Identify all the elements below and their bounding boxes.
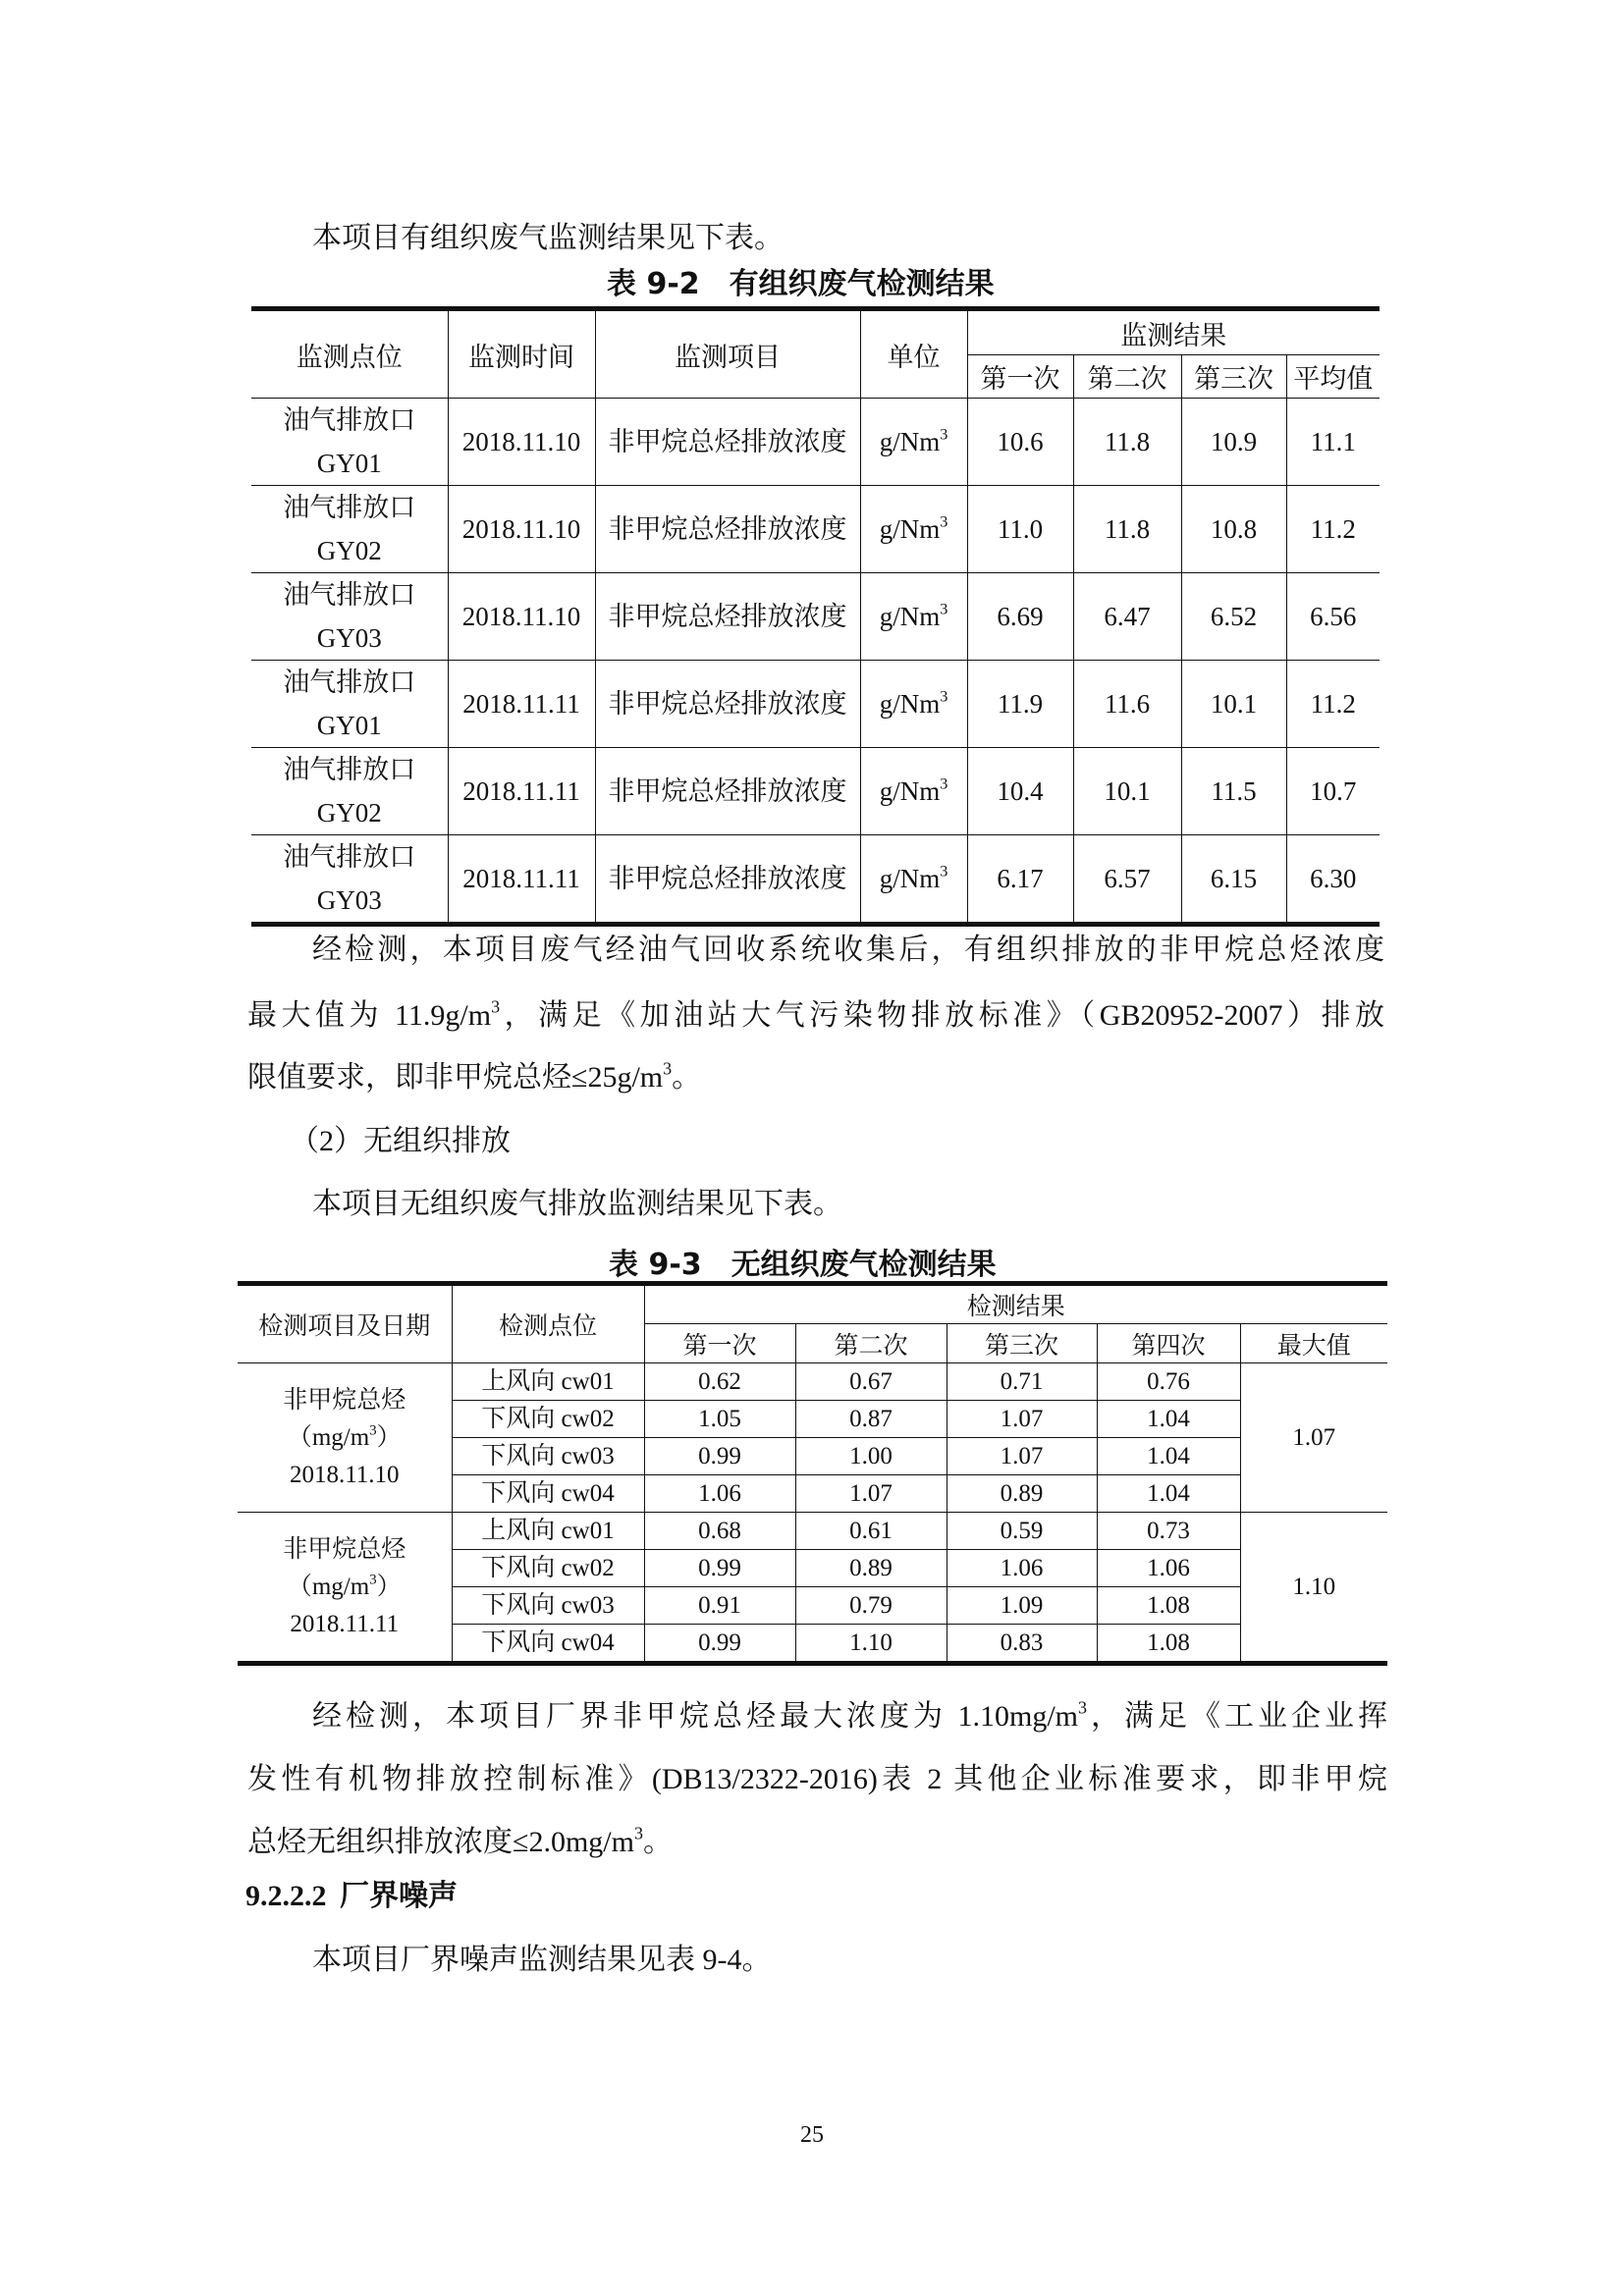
cell-second: 1.07 xyxy=(795,1475,947,1513)
header-fourth: 第四次 xyxy=(1097,1324,1240,1363)
cell-fourth: 1.04 xyxy=(1097,1438,1240,1475)
cell-third: 10.1 xyxy=(1181,661,1286,748)
cell-point: 上风向 cw01 xyxy=(452,1363,644,1401)
page-number: 25 xyxy=(800,2122,824,2148)
point-name: 油气排放口 xyxy=(283,667,416,697)
cell-point: 上风向 cw01 xyxy=(452,1513,644,1550)
cell-average: 6.56 xyxy=(1286,573,1380,661)
unit-text: g/Nm xyxy=(879,864,941,893)
cell-second: 1.00 xyxy=(795,1438,947,1475)
cell-third: 1.06 xyxy=(947,1550,1097,1587)
cell-third: 10.9 xyxy=(1181,399,1286,486)
cell-unit xyxy=(860,399,967,486)
cell-second: 6.47 xyxy=(1073,573,1181,661)
table-row xyxy=(251,748,1380,835)
cell-second: 0.87 xyxy=(795,1401,947,1438)
cell-unit xyxy=(860,486,967,573)
cell-first: 0.62 xyxy=(644,1363,795,1401)
item-date: 2018.11.10 xyxy=(289,1461,400,1488)
table-row xyxy=(251,661,1380,748)
superscript: 3 xyxy=(633,1823,643,1843)
cell-second: 0.67 xyxy=(795,1363,947,1401)
cell-item-date xyxy=(238,1363,452,1513)
unit-superscript: 3 xyxy=(940,862,948,881)
header-second: 第二次 xyxy=(1073,355,1181,399)
unit-text: g/Nm xyxy=(879,689,941,719)
cell-third: 11.5 xyxy=(1181,748,1286,835)
cell-fourth: 1.06 xyxy=(1097,1550,1240,1587)
header-item-date: 检测项目及日期 xyxy=(238,1284,452,1363)
paragraph-2-line-1 xyxy=(312,1697,1387,1736)
superscript: 3 xyxy=(1078,1697,1087,1718)
cell-point xyxy=(251,748,448,835)
section-title: 厂界噪声 xyxy=(340,1879,458,1913)
header-unit: 单位 xyxy=(860,309,967,399)
cell-fourth: 1.08 xyxy=(1097,1587,1240,1625)
unit-open: （mg/m xyxy=(287,1573,370,1600)
table-row xyxy=(251,573,1380,661)
paragraph-2-line-3-b: 。 xyxy=(642,1826,673,1858)
table-row xyxy=(238,1513,1387,1550)
table-9-2-caption: 表 9-2 有组织废气检测结果 xyxy=(607,267,995,301)
superscript: 3 xyxy=(491,996,501,1017)
cell-point xyxy=(251,399,448,486)
paragraph-2-line-2: 发性有机物排放控制标准》(DB13/2322-2016)表 2 其他企业标准要求，即非甲烷 xyxy=(247,1763,1387,1795)
table-9-3-caption: 表 9-3 无组织废气检测结果 xyxy=(609,1248,997,1282)
cell-second: 0.61 xyxy=(795,1513,947,1550)
header-point: 检测点位 xyxy=(452,1284,644,1363)
cell-third: 6.15 xyxy=(1181,835,1286,925)
cell-item: 非甲烷总烃排放浓度 xyxy=(595,399,860,486)
cell-third: 0.59 xyxy=(947,1513,1097,1550)
cell-fourth: 0.76 xyxy=(1097,1363,1240,1401)
cell-third: 0.71 xyxy=(947,1363,1097,1401)
paragraph-1-line-3-b: 。 xyxy=(672,1061,702,1094)
paragraph-2-line-3-a: 总烃无组织排放浓度≤2.0mg/m xyxy=(247,1826,634,1858)
cell-point: 下风向 cw04 xyxy=(452,1625,644,1664)
intro-text-2: 本项目无组织废气排放监测结果见下表。 xyxy=(312,1188,842,1220)
cell-point: 下风向 cw04 xyxy=(452,1475,644,1513)
cell-point xyxy=(251,486,448,573)
point-code: GY01 xyxy=(316,449,382,478)
cell-time: 2018.11.11 xyxy=(448,748,595,835)
cell-first: 0.99 xyxy=(644,1625,795,1664)
cell-max: 1.07 xyxy=(1240,1363,1387,1513)
paragraph-2-line-1-a: 经检测，本项目厂界非甲烷总烃最大浓度为 1.10mg/m xyxy=(312,1700,1078,1733)
paragraph-1-line-1: 经检测，本项目废气经油气回收系统收集后，有组织排放的非甲烷总烃浓度 xyxy=(312,934,1384,966)
paragraph-1-line-3-a: 限值要求，即非甲烷总烃≤25g/m xyxy=(247,1061,664,1094)
cell-time: 2018.11.11 xyxy=(448,835,595,925)
cell-time: 2018.11.10 xyxy=(448,399,595,486)
paragraph-2-line-3 xyxy=(247,1823,673,1862)
item-date: 2018.11.11 xyxy=(290,1610,400,1637)
cell-average: 6.30 xyxy=(1286,835,1380,925)
cell-point: 下风向 cw03 xyxy=(452,1587,644,1625)
table-row xyxy=(251,835,1380,925)
item-unit xyxy=(238,1569,452,1606)
cell-max: 1.10 xyxy=(1240,1513,1387,1664)
cell-time: 2018.11.10 xyxy=(448,573,595,661)
header-third: 第三次 xyxy=(947,1324,1097,1363)
header-first: 第一次 xyxy=(644,1324,795,1363)
cell-point xyxy=(251,835,448,925)
cell-first: 6.69 xyxy=(967,573,1073,661)
cell-first: 1.06 xyxy=(644,1475,795,1513)
cell-fourth: 0.73 xyxy=(1097,1513,1240,1550)
unit-text: g/Nm xyxy=(879,427,941,456)
cell-item: 非甲烷总烃排放浓度 xyxy=(595,573,860,661)
point-code: GY03 xyxy=(316,623,382,653)
cell-first: 0.91 xyxy=(644,1587,795,1625)
point-code: GY03 xyxy=(316,885,382,915)
cell-first: 10.4 xyxy=(967,748,1073,835)
cell-average: 11.1 xyxy=(1286,399,1380,486)
point-code: GY02 xyxy=(316,536,382,565)
cell-second: 11.6 xyxy=(1073,661,1181,748)
header-time: 监测时间 xyxy=(448,309,595,399)
unit-superscript: 3 xyxy=(940,774,948,793)
cell-fourth: 1.04 xyxy=(1097,1475,1240,1513)
point-name: 油气排放口 xyxy=(283,405,416,435)
cell-fourth: 1.04 xyxy=(1097,1401,1240,1438)
paragraph-2-line-1-b: ，满足《工业企业挥 xyxy=(1087,1700,1387,1733)
unit-close: ） xyxy=(376,1423,402,1451)
unit-open: （mg/m xyxy=(287,1423,370,1451)
cell-point: 下风向 cw02 xyxy=(452,1401,644,1438)
header-third: 第三次 xyxy=(1181,355,1286,399)
table-9-2 xyxy=(251,306,1380,927)
subsection-heading: （2）无组织排放 xyxy=(290,1125,511,1157)
unit-superscript: 3 xyxy=(940,512,948,531)
item-name: 非甲烷总烃 xyxy=(283,1386,406,1414)
unit-superscript: 3 xyxy=(940,687,948,706)
cell-item: 非甲烷总烃排放浓度 xyxy=(595,486,860,573)
unit-close: ） xyxy=(376,1573,402,1600)
cell-third: 1.07 xyxy=(947,1401,1097,1438)
point-code: GY02 xyxy=(316,798,382,828)
cell-point xyxy=(251,573,448,661)
table-row xyxy=(251,486,1380,573)
intro-text: 本项目有组织废气监测结果见下表。 xyxy=(312,222,784,254)
cell-item: 非甲烷总烃排放浓度 xyxy=(595,835,860,925)
cell-point: 下风向 cw02 xyxy=(452,1550,644,1587)
header-results: 检测结果 xyxy=(644,1284,1387,1324)
cell-first: 0.68 xyxy=(644,1513,795,1550)
cell-first: 10.6 xyxy=(967,399,1073,486)
header-first: 第一次 xyxy=(967,355,1073,399)
cell-third: 1.09 xyxy=(947,1587,1097,1625)
cell-unit xyxy=(860,748,967,835)
cell-average: 11.2 xyxy=(1286,486,1380,573)
cell-first: 1.05 xyxy=(644,1401,795,1438)
header-item: 监测项目 xyxy=(595,309,860,399)
point-name: 油气排放口 xyxy=(283,842,416,872)
point-code: GY01 xyxy=(316,711,382,740)
section-number: 9.2.2.2 xyxy=(245,1880,327,1912)
cell-item: 非甲烷总烃排放浓度 xyxy=(595,748,860,835)
header-average: 平均值 xyxy=(1286,355,1380,399)
cell-third: 0.89 xyxy=(947,1475,1097,1513)
cell-fourth: 1.08 xyxy=(1097,1625,1240,1664)
paragraph-1-line-2-b: ，满足《加油站大气污染物排放标准》（GB20952-2007）排放 xyxy=(500,999,1384,1032)
table-row xyxy=(251,399,1380,486)
paragraph-1-line-3 xyxy=(247,1058,701,1097)
cell-item: 非甲烷总烃排放浓度 xyxy=(595,661,860,748)
cell-first: 0.99 xyxy=(644,1550,795,1587)
header-results: 监测结果 xyxy=(967,309,1380,355)
cell-second: 1.10 xyxy=(795,1625,947,1664)
unit-superscript: 3 xyxy=(940,600,948,618)
table-row xyxy=(238,1363,1387,1401)
point-name: 油气排放口 xyxy=(283,493,416,522)
cell-unit xyxy=(860,573,967,661)
cell-time: 2018.11.11 xyxy=(448,661,595,748)
cell-first: 11.9 xyxy=(967,661,1073,748)
cell-first: 0.99 xyxy=(644,1438,795,1475)
cell-average: 11.2 xyxy=(1286,661,1380,748)
cell-point xyxy=(251,661,448,748)
header-max: 最大值 xyxy=(1240,1324,1387,1363)
cell-second: 10.1 xyxy=(1073,748,1181,835)
unit-superscript: 3 xyxy=(369,1572,377,1587)
cell-third: 0.83 xyxy=(947,1625,1097,1664)
point-name: 油气排放口 xyxy=(283,580,416,610)
superscript: 3 xyxy=(663,1058,673,1079)
cell-first: 11.0 xyxy=(967,486,1073,573)
cell-average: 10.7 xyxy=(1286,748,1380,835)
header-second: 第二次 xyxy=(795,1324,947,1363)
cell-second: 0.89 xyxy=(795,1550,947,1587)
unit-superscript: 3 xyxy=(369,1422,377,1438)
cell-first: 6.17 xyxy=(967,835,1073,925)
cell-second: 6.57 xyxy=(1073,835,1181,925)
cell-third: 10.8 xyxy=(1181,486,1286,573)
unit-superscript: 3 xyxy=(940,425,948,444)
section-heading xyxy=(245,1877,458,1916)
unit-text: g/Nm xyxy=(879,602,941,631)
cell-second: 11.8 xyxy=(1073,399,1181,486)
cell-third: 6.52 xyxy=(1181,573,1286,661)
final-text: 本项目厂界噪声监测结果见表 9-4。 xyxy=(312,1944,772,1976)
cell-second: 11.8 xyxy=(1073,486,1181,573)
header-point: 监测点位 xyxy=(251,309,448,399)
table-9-3 xyxy=(238,1281,1387,1666)
unit-text: g/Nm xyxy=(879,776,941,806)
cell-second: 0.79 xyxy=(795,1587,947,1625)
unit-text: g/Nm xyxy=(879,514,941,544)
item-unit xyxy=(238,1419,452,1457)
cell-point: 下风向 cw03 xyxy=(452,1438,644,1475)
point-name: 油气排放口 xyxy=(283,755,416,784)
item-name: 非甲烷总烃 xyxy=(283,1535,406,1563)
cell-time: 2018.11.10 xyxy=(448,486,595,573)
cell-item-date xyxy=(238,1513,452,1664)
cell-unit xyxy=(860,661,967,748)
cell-third: 1.07 xyxy=(947,1438,1097,1475)
paragraph-1-line-2 xyxy=(247,996,1384,1036)
paragraph-1-line-2-a: 最大值为 11.9g/m xyxy=(247,999,492,1032)
cell-unit xyxy=(860,835,967,925)
